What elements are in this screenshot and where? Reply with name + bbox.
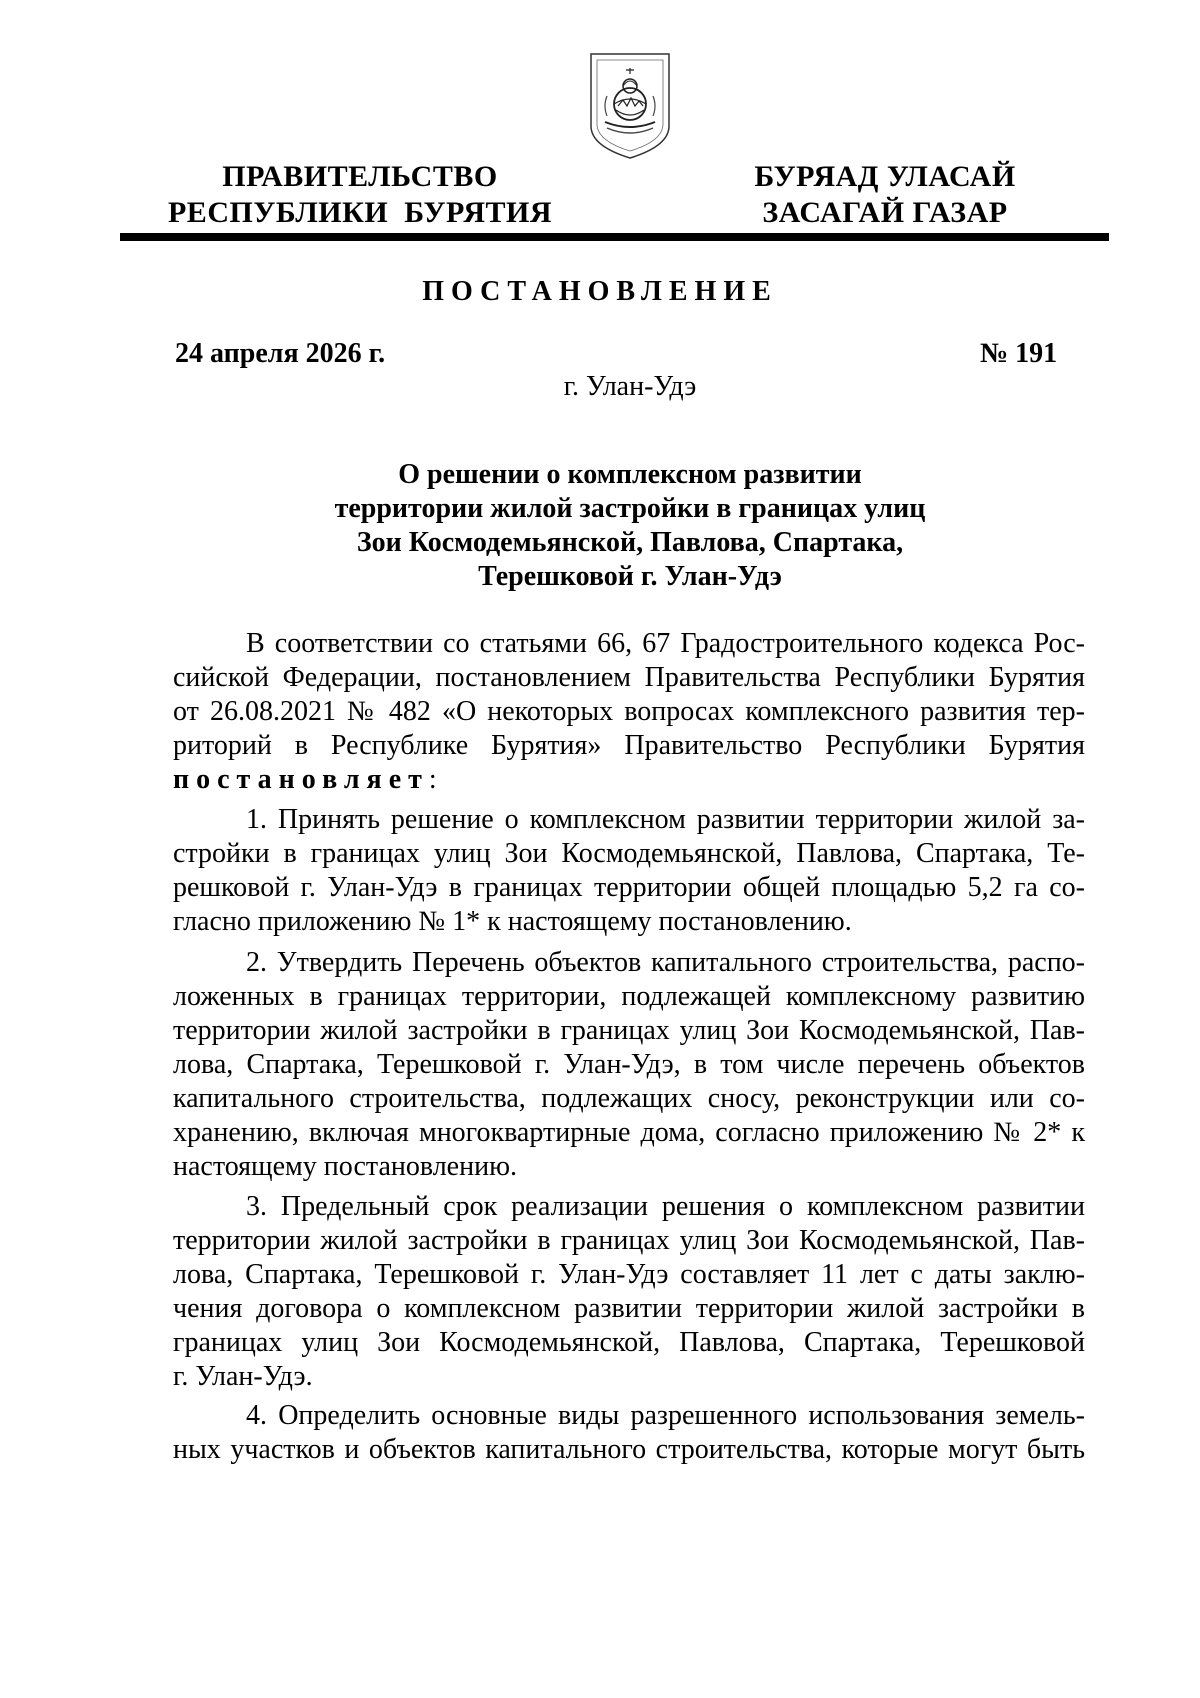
government-name-buryat: [735, 159, 1035, 231]
document-city: г. Улан-Удэ: [563, 371, 697, 402]
text-line: чения договора о комплексном развитии территории жилой застройки в: [173, 1293, 1085, 1324]
text-line: стройки в границах улиц Зои Космодемьянской, Павлова, Спартака, Те-: [173, 838, 1085, 869]
document-type: ПОСТАНОВЛЕНИЕ: [422, 276, 778, 307]
text-line: лова, Спартака, Терешковой г. Улан-Удэ составляет 11 лет с даты заклю-: [173, 1259, 1085, 1290]
title-line: территории жилой застройки в границах улиц: [334, 493, 926, 524]
text-line: сийской Федерации, постановлением Правительства Республики Бурятия: [173, 662, 1085, 693]
preamble-paragraph: [173, 627, 1085, 797]
text-line: 3. Предельный срок реализации решения о комплексном развитии: [246, 1191, 1085, 1222]
text-line: 1. Принять решение о комплексном развитии территории жилой за-: [246, 804, 1085, 835]
paragraph-1: [173, 803, 1085, 939]
text-line: гласно приложению № 1* к настоящему постановлению.: [173, 906, 852, 937]
title-line: Терешковой г. Улан-Удэ: [478, 561, 782, 592]
paragraph-3: [173, 1190, 1085, 1394]
text-line: риторий в Республике Бурятия» Правительство Республики Бурятия: [173, 730, 1085, 761]
text-line: г. Улан-Удэ.: [173, 1361, 313, 1392]
text-line: территории жилой застройки в границах улиц Зои Космодемьянской, Пав-: [173, 1015, 1085, 1046]
document-date: 24 апреля 2026 г.: [175, 338, 386, 369]
text-line: настоящему постановлению.: [173, 1151, 517, 1182]
text-line: границах улиц Зои Космодемьянской, Павлова, Спартака, Терешковой: [173, 1327, 1085, 1358]
text-line: [173, 763, 1085, 797]
text-line: 2. Утвердить Перечень объектов капитального строительства, распо-: [246, 947, 1085, 978]
resolves-colon: :: [428, 764, 437, 795]
text-line: ных участков и объектов капитального строительства, которые могут быть: [173, 1434, 1085, 1465]
header-divider: [120, 233, 1109, 241]
document-title: [160, 458, 1100, 594]
government-name-russian: [165, 159, 555, 231]
government-name-line: БУРЯАД УЛАСАЙ: [754, 160, 1016, 193]
text-line: капитального строительства, подлежащих сносу, реконструкции или со-: [173, 1083, 1085, 1114]
title-line: Зои Космодемьянской, Павлова, Спартака,: [356, 527, 904, 558]
coat-of-arms-icon: [585, 46, 675, 162]
text-line: 4. Определить основные виды разрешенного использования земель-: [246, 1400, 1085, 1431]
government-name-line: ПРАВИТЕЛЬСТВО: [222, 160, 498, 193]
resolves-word: постановляет: [173, 764, 429, 795]
text-line: лова, Спартака, Терешковой г. Улан-Удэ, в том числе перечень объектов: [173, 1049, 1085, 1080]
text-line: решковой г. Улан-Удэ в границах территории общей площадью 5,2 га со-: [173, 872, 1085, 903]
paragraph-2: [173, 946, 1085, 1184]
text-line: хранению, включая многоквартирные дома, согласно приложению № 2* к: [173, 1117, 1085, 1148]
text-line: от 26.08.2021 № 482 «О некоторых вопросах комплексного развития тер-: [173, 696, 1085, 727]
government-name-line: ЗАСАГАЙ ГАЗАР: [762, 196, 1008, 229]
document-number: № 191: [980, 338, 1058, 369]
paragraph-4: [173, 1399, 1085, 1467]
text-line: территории жилой застройки в границах улиц Зои Космодемьянской, Пав-: [173, 1225, 1085, 1256]
text-line: ложенных в границах территории, подлежащей комплексному развитию: [173, 981, 1085, 1012]
government-name-line: РЕСПУБЛИКИ БУРЯТИЯ: [167, 196, 553, 229]
text-line: В соответствии со статьями 66, 67 Градостроительного кодекса Рос-: [246, 628, 1085, 659]
title-line: О решении о комплексном развитии: [398, 459, 862, 490]
